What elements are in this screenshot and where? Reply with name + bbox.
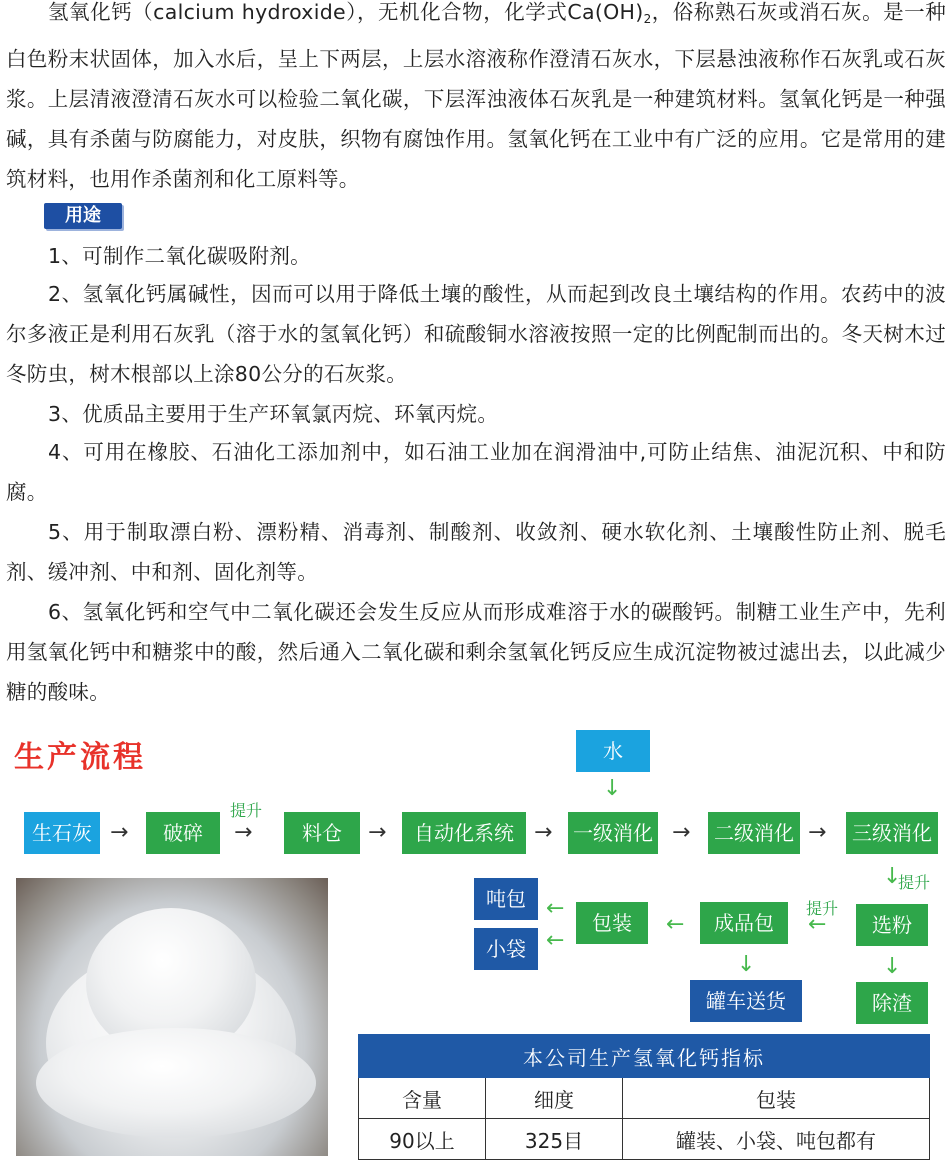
step-packaging: 包装 — [576, 902, 648, 944]
arrow-left-icon: ← — [808, 912, 827, 937]
arrow-right-icon: → — [672, 820, 691, 845]
spec-header-content: 含量 — [359, 1078, 486, 1119]
step-quicklime: 生石灰 — [24, 812, 100, 854]
spec-value-fineness: 325目 — [486, 1119, 623, 1160]
arrow-right-icon: → — [368, 820, 387, 845]
arrow-left-icon: ← — [546, 896, 565, 921]
intro-paragraph — [6, 0, 946, 199]
use-item-2: 2、氢氧化钙属碱性，因而可以用于降低土壤的酸性，从而起到改良土壤结构的作用。农药中的波尔多液正是利用石灰乳（溶于水的氢氧化钙）和硫酸铜水溶液按照一定的比例配制而出的。冬天树木过冬防虫，树木根部以上涂80公分的石灰浆。 — [6, 282, 946, 386]
water-down-arrow-icon: ↓ — [603, 776, 622, 801]
step-powder-selection: 选粉 — [856, 904, 928, 946]
arrow-right-icon: → — [234, 820, 253, 845]
formula-subscript: 2 — [643, 12, 652, 26]
lift-label: 提升 — [806, 899, 839, 918]
arrow-right-icon: → — [110, 820, 129, 845]
arrow-left-icon: ← — [546, 928, 565, 953]
step-first-digestion: 一级消化 — [568, 812, 658, 854]
calcium-hydroxide-photo — [16, 878, 328, 1156]
arrow-left-icon: ← — [666, 912, 685, 937]
arrow-right-icon: → — [808, 820, 827, 845]
step-second-digestion: 二级消化 — [708, 812, 800, 854]
use-item-6: 6、氢氧化钙和空气中二氧化碳还会发生反应从而形成难溶于水的碳酸钙。制糖工业生产中，先利用氢氧化钙中和糖浆中的酸，然后通入二氧化碳和剩余氢氧化钙反应生成沉淀物被过滤出去，以此减少糖的酸味。 — [6, 600, 946, 704]
down-arrow-icon: ↓ — [883, 864, 902, 889]
use-item-5: 5、用于制取漂白粉、漂粉精、消毒剂、制酸剂、收敛剂、硬水软化剂、土壤酸性防止剂、脱毛剂、缓冲剂、中和剂、固化剂等。 — [6, 520, 946, 584]
lift-label: 提升 — [898, 873, 931, 892]
step-tanker-delivery: 罐车送货 — [690, 980, 802, 1022]
down-arrow-icon: ↓ — [737, 952, 756, 977]
intro-tail: ，俗称熟石灰或消石灰。是一种白色粉末状固体，加入水后，呈上下两层，上层水溶液称作澄清石灰水，下层悬浊液称作石灰乳或石灰浆。上层清液澄清石灰水可以检验二氧化碳，下层浑浊液体石灰乳是一种建筑材料。氢氧化钙是一种强碱，具有杀菌与防腐能力，对皮肤，织物有腐蚀作用。氢氧化钙在工业中有广泛的应用。它是常用的建筑材料，也用作杀菌剂和化工原料等。 — [6, 0, 946, 191]
spec-header-packaging: 包装 — [623, 1078, 930, 1119]
spec-table-caption: 本公司生产氢氧化钙指标 — [359, 1035, 930, 1078]
step-product-bag: 成品包 — [700, 902, 788, 944]
spec-table — [358, 1034, 930, 1160]
spec-header-fineness: 细度 — [486, 1078, 623, 1119]
step-ton-bag: 吨包 — [474, 878, 538, 920]
step-automation-system: 自动化系统 — [402, 812, 526, 854]
process-title: 生产流程 — [14, 740, 146, 775]
use-item-1: 1、可制作二氧化碳吸附剂。 — [48, 244, 311, 268]
step-silo: 料仓 — [284, 812, 360, 854]
step-crushing: 破碎 — [146, 812, 220, 854]
down-arrow-icon: ↓ — [883, 954, 902, 979]
use-item-3: 3、优质品主要用于生产环氧氯丙烷、环氧丙烷。 — [48, 402, 499, 426]
step-third-digestion: 三级消化 — [846, 812, 938, 854]
use-item-4: 4、可用在橡胶、石油化工添加剂中，如石油工业加在润滑油中,可防止结焦、油泥沉积、中和防腐。 — [6, 440, 946, 504]
intro-lead: 氢氧化钙（calcium hydroxide），无机化合物，化学式Ca(OH) — [48, 0, 644, 24]
uses-heading: 用途 — [44, 203, 122, 229]
water-box: 水 — [576, 730, 650, 772]
lift-label: 提升 — [230, 801, 263, 820]
spec-value-packaging: 罐装、小袋、吨包都有 — [623, 1119, 930, 1160]
step-small-bag: 小袋 — [474, 928, 538, 970]
spec-value-content: 90以上 — [359, 1119, 486, 1160]
arrow-right-icon: → — [534, 820, 553, 845]
step-slag-removal: 除渣 — [856, 982, 928, 1024]
